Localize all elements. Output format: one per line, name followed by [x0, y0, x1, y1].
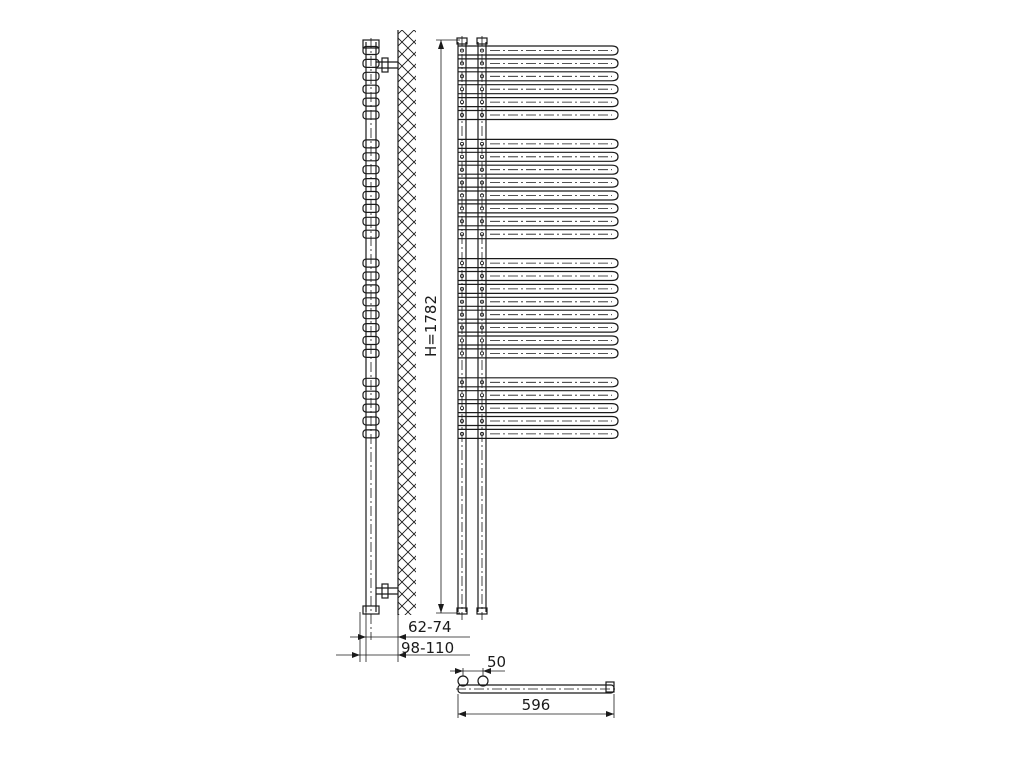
end-cap — [606, 682, 614, 692]
dim-arrow — [438, 604, 444, 613]
dim-arrow — [438, 40, 444, 49]
dim-arrow — [352, 652, 360, 658]
dim-depth-label: 98-110 — [401, 639, 455, 657]
bottom-wall-bracket — [376, 584, 398, 598]
dim-width-label: 596 — [521, 696, 551, 714]
front-view — [457, 36, 618, 620]
top-view — [450, 653, 618, 718]
side-view — [336, 30, 470, 662]
dim-arrow — [455, 668, 463, 674]
dim-wall-distance-label: 62-74 — [408, 618, 452, 636]
dim-arrow — [458, 711, 466, 717]
height-dimension — [422, 40, 460, 613]
wall-hatch — [398, 30, 416, 615]
dim-height-label: H=1782 — [422, 294, 440, 358]
dim-arrow — [358, 634, 366, 640]
dim-pipe-spacing-label: 50 — [487, 653, 507, 671]
dim-arrow — [606, 711, 614, 717]
